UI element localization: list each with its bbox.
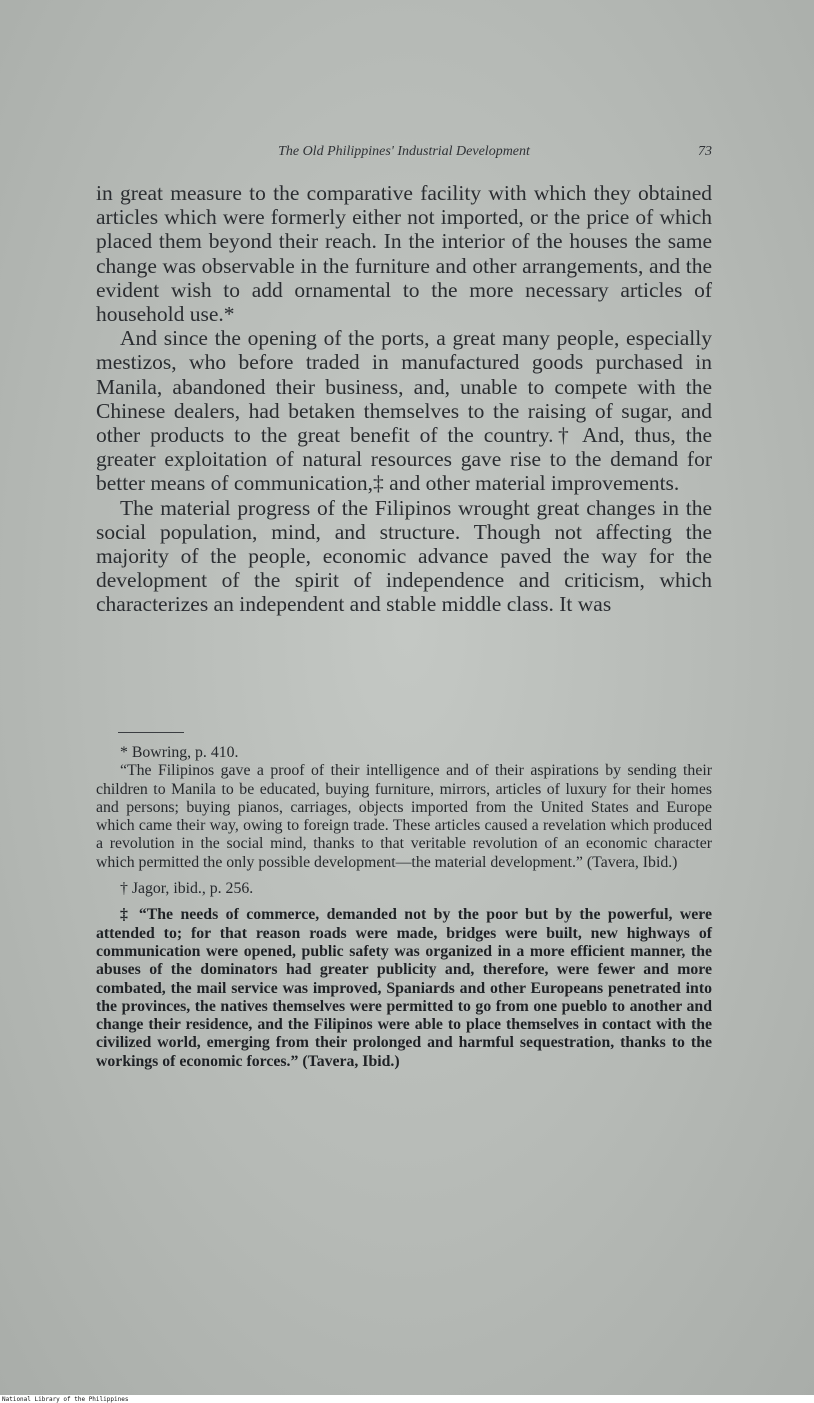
paragraph-2: And since the opening of the ports, a great many people, especially mestizos, who before traded in manufactured goods purchased in Manila, abandoned their business, and, unable to compete with the Chinese dealers, had betaken themselves to the raising of sugar, and other products to the great benefit of the country.† And, thus, the greater exploitation of natural resources gave rise to the demand for better means of communication,‡ and other material improvements. xyxy=(96,326,712,496)
footnote-1-quote: “The Filipinos gave a proof of their intelligence and of their aspirations by sending their children to Manila to be educated, buying furniture, mirrors, articles of luxury for their homes and persons; buying pianos, carriages, objects imported from the United States and Europe which came their way, owing to foreign trade. These articles caused a revelation which produced a revolution in the social mind, thanks to that veritable revolution of an economic character which permitted the only possible development—the material development.” (Tavera, Ibid.) xyxy=(96,762,712,871)
main-text xyxy=(96,181,712,617)
footnote-3: ‡ “The needs of commerce, demanded not by the poor but by the powerful, were attended to; for that reason roads were made, bridges were built, new highways of communication were opened, public safety was organized in a more efficient manner, the abuses of the dominators had greater publicity and, therefore, were fewer and more combated, the mail service was improved, Spaniards and other Europeans penetrated into the provinces, the natives themselves were permitted to go from one pueblo to another and change their residence, and the Filipinos were able to place themselves in contact with the civilized world, emerging from their prolonged and harmful sequestration, thanks to the workings of economic forces.” (Tavera, Ibid.) xyxy=(96,906,712,1070)
footnote-2: † Jagor, ibid., p. 256. xyxy=(120,880,254,898)
running-head xyxy=(96,144,712,164)
library-label: National Library of the Philippines xyxy=(2,1396,129,1403)
footnote-1-reference: * Bowring, p. 410. xyxy=(120,744,239,761)
paragraph-1: in great measure to the comparative facility with which they obtained articles which were formerly either not imported, or the price of which placed them beyond their reach. In the interior of the houses the same change was observable in the furniture and other arrangements, and the evident wish to add ornamental to the more necessary articles of household use.* xyxy=(96,181,712,327)
footnotes xyxy=(96,744,712,1071)
page-number: 73 xyxy=(698,144,712,159)
footnote-divider xyxy=(118,732,184,733)
running-title: The Old Philippines' Industrial Development xyxy=(278,144,530,159)
paragraph-3: The material progress of the Filipinos wrought great changes in the social population, mind, and structure. Though not affecting the majority of the people, economic advance paved the way for the development of the spirit of independence and criticism, which characterizes an independent and stable middle class. It was xyxy=(96,495,712,617)
